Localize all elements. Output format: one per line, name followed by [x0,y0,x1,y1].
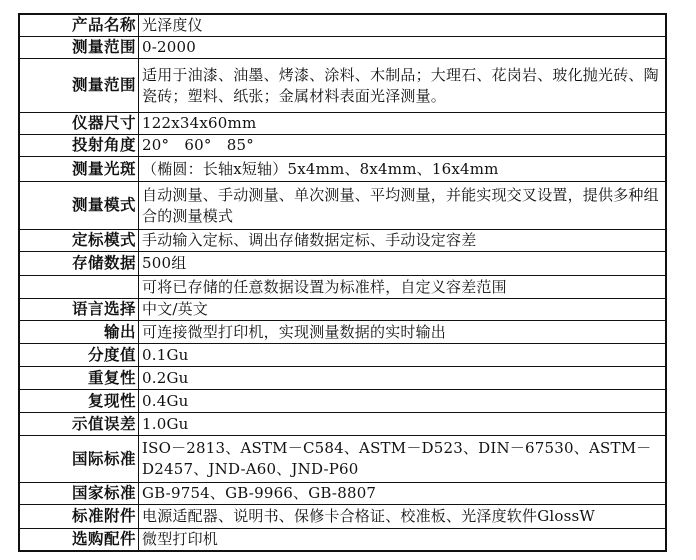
spec-label: 测量模式 [19,182,139,230]
table-row [19,390,666,413]
spec-label: 定标模式 [19,230,139,252]
spec-label: 重复性 [19,367,139,390]
spec-value: 20° 60° 85° [139,135,667,157]
spec-label: 分度值 [19,344,139,367]
spec-label: 存储数据 [19,252,139,276]
table-row [19,230,666,252]
spec-label: 国家标准 [19,483,139,505]
table-row [19,344,666,367]
table-row [19,59,666,113]
spec-value: 1.0Gu [139,413,667,436]
spec-value: 电源适配器、说明书、保修卡合格证、校准板、光泽度软件GlossW [139,505,667,529]
table-row [19,182,666,230]
table-row [19,367,666,390]
spec-label: 测量范围 [19,59,139,113]
spec-label: 投射角度 [19,135,139,157]
spec-value: 光泽度仪 [139,14,667,37]
table-row [19,14,666,37]
spec-value: ISO－2813、ASTM－C584、ASTM－D523、DIN－67530、ASTM－D2457、JND-A60、JND-P60 [139,436,667,483]
spec-value: 适用于油漆、油墨、烤漆、涂料、木制品；大理石、花岗岩、玻化抛光砖、陶瓷砖；塑料、纸张；金属材料表面光泽测量。 [139,59,667,113]
spec-value: 122x34x60mm [139,113,667,135]
spec-label: 语言选择 [19,299,139,321]
table-row [19,413,666,436]
table-row [19,483,666,505]
spec-value: 0.4Gu [139,390,667,413]
spec-label: 仪器尺寸 [19,113,139,135]
spec-label: 输出 [19,321,139,344]
spec-value: 500组 [139,252,667,276]
spec-label: 标准附件 [19,505,139,529]
spec-label: 复现性 [19,390,139,413]
spec-value: 中文/英文 [139,299,667,321]
spec-label: 示值误差 [19,413,139,436]
spec-value: 0.1Gu [139,344,667,367]
table-row [19,436,666,483]
table-row [19,299,666,321]
spec-label: 测量光斑 [19,157,139,182]
spec-value: 0-2000 [139,37,667,59]
spec-value: 自动测量、手动测量、单次测量、平均测量，并能实现交叉设置，提供多种组合的测量模式 [139,182,667,230]
table-row [19,276,666,299]
spec-value: 可将已存储的任意数据设置为标准样，自定义容差范围 [139,276,667,299]
spec-value: 手动输入定标、调出存储数据定标、手动设定容差 [139,230,667,252]
table-row [19,252,666,276]
spec-label: 国际标准 [19,436,139,483]
spec-table [18,13,667,552]
table-row [19,529,666,552]
spec-value: GB-9754、GB-9966、GB-8807 [139,483,667,505]
table-row [19,37,666,59]
table-row [19,113,666,135]
spec-value: 微型打印机 [139,529,667,552]
spec-value: 可连接微型打印机，实现测量数据的实时输出 [139,321,667,344]
spec-label [19,276,139,299]
spec-value: （椭圆：长轴x短轴）5x4mm、8x4mm、16x4mm [139,157,667,182]
table-row [19,505,666,529]
spec-label: 选购配件 [19,529,139,552]
spec-label: 产品名称 [19,14,139,37]
table-row [19,135,666,157]
spec-label: 测量范围 [19,37,139,59]
table-row [19,157,666,182]
table-row [19,321,666,344]
spec-value: 0.2Gu [139,367,667,390]
